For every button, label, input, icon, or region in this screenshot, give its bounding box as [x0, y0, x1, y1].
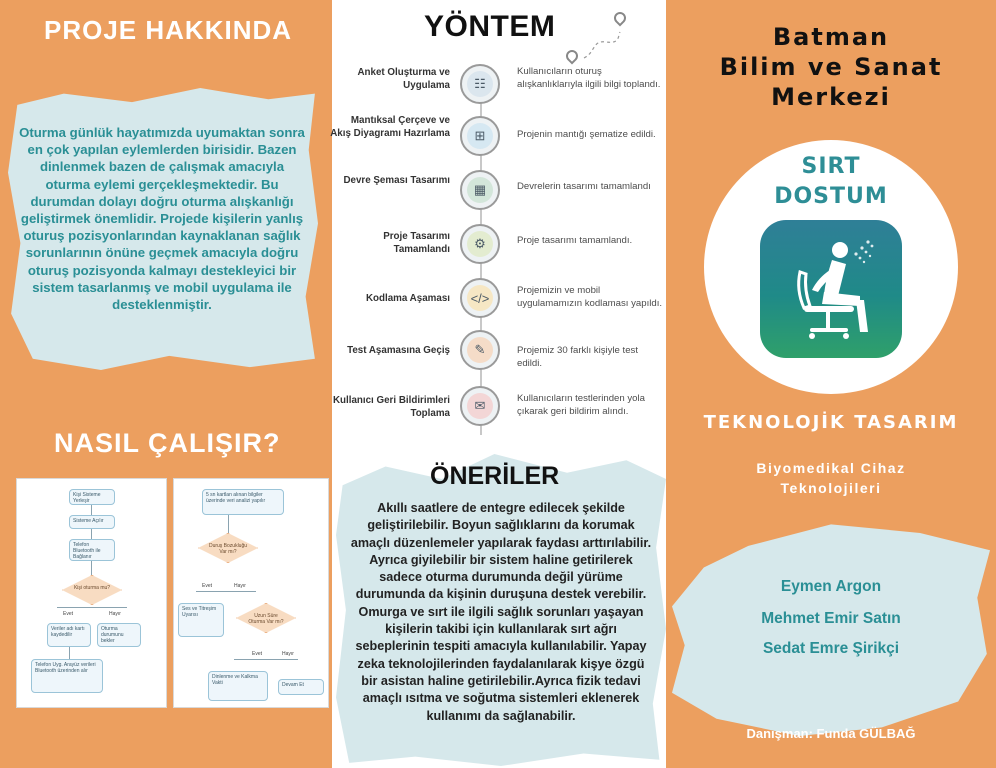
flow-a-node-2: Sisteme Açılır	[69, 515, 115, 529]
flow-connector	[69, 647, 70, 659]
subcategory-line-2: Teknolojileri	[780, 480, 882, 496]
method-step	[334, 164, 664, 216]
method-step	[334, 380, 664, 432]
school-line-3: Merkezi	[771, 83, 891, 111]
code-icon: </>	[460, 278, 500, 318]
survey-icon: ☷	[460, 64, 500, 104]
suggestions-text: Akıllı saatlere de entegre edilecek şekilde geliştirilebilir. Boyun sağlıklarını da korumak amaçlı düzenlemeler yapılarak faydası arttırılabilir. Ayrıca giyilebilir bir sistem haline getirilerek sadece oturma durumunda değil yürüme durumunda da kişinin duruşuna destek verebilir. Omurga ve sırt ile ilgili sağlık sorunları yaşayan kişilerin takibi için kullanılarak sırt ağrı sebeplerinin tespiti amacıyla kullanılabilir. Yapay zeka teknolojilerinden faydalanılarak kişye özgü bir asistan haline getirilebilir.Ayrıca fizik tedavi amaçlı ısıtma ve soğutma sistemleri eklenerek kullanımı da sağlanabilir.	[350, 501, 652, 723]
team-member: Sedat Emre Şirikçi	[762, 640, 900, 657]
flow-b-decision-1-label: Duruş Bozukluğu Var mı?	[208, 543, 248, 555]
school-line-1: Batman	[772, 23, 890, 51]
team-member: Eymen Argon	[780, 578, 882, 595]
step-title: Kodlama Aşaması	[365, 293, 450, 304]
gear-icon: ⚙	[460, 224, 500, 264]
step-description: Projemizin ve mobil uygulamamızın kodlaması yapıldı.	[517, 285, 663, 309]
how-it-works-title: NASIL ÇALIŞIR?	[54, 428, 281, 458]
method-step	[334, 218, 664, 270]
school-name	[666, 22, 996, 112]
flow-b-no-2: Hayır	[282, 651, 294, 657]
flow-connector	[91, 529, 92, 539]
step-title: Anket Oluşturma ve Uygulama	[357, 67, 450, 91]
advisor-name: Danışman: Funda GÜLBAĞ	[746, 726, 916, 741]
flow-connector	[91, 561, 92, 575]
step-description: Devrelerin tasarımı tamamlandı	[517, 181, 651, 192]
flow-a-no: Hayır	[109, 611, 121, 617]
step-title: Mantıksal Çerçeve ve Akış Diyagramı Hazırlama	[330, 115, 450, 139]
flow-a-node-1: Kişi Sisteme Yerleşir	[69, 489, 115, 505]
method-step	[334, 324, 664, 376]
subcategory	[666, 458, 996, 498]
flow-a-decision-label: Kişi oturma mu?	[73, 585, 111, 591]
logo-text-line-1: SIRT	[801, 154, 861, 179]
dashed-route-icon	[582, 30, 622, 60]
flowchart-a	[16, 478, 167, 708]
logo-text-line-2: DOSTUM	[774, 184, 888, 209]
team-member: Mehmet Emir Satın	[761, 610, 901, 627]
about-title: PROJE HAKKINDA	[44, 15, 293, 45]
step-description: Projenin mantığı şematize edildi.	[517, 129, 656, 140]
suggestions-title: ÖNERİLER	[430, 462, 560, 490]
chair-app-icon	[760, 220, 902, 358]
step-description: Projemiz 30 farklı kişiyle test edildi.	[517, 345, 639, 369]
step-title: Kullanıcı Geri Bildirimleri Toplama	[332, 395, 450, 419]
seated-person-icon	[760, 220, 902, 358]
diagram-icon: ⊞	[460, 116, 500, 156]
flow-a-yes: Evet	[63, 611, 74, 617]
step-description: Kullanıcıların oturuş alışkanlıklarıyla ilgili bilgi toplandı.	[517, 66, 661, 90]
feedback-icon: ✉	[460, 386, 500, 426]
flow-connector	[57, 607, 127, 608]
circuit-icon: ▦	[460, 170, 500, 210]
flow-b-node-4: Devam Et	[278, 679, 324, 695]
category-title: TEKNOLOJİK TASARIM	[703, 412, 959, 433]
step-title: Test Aşamasına Geçiş	[347, 345, 450, 356]
school-line-2: Bilim ve Sanat	[719, 53, 943, 81]
step-title: Proje Tasarımı Tamamlandı	[383, 231, 450, 255]
flow-b-no: Hayır	[234, 583, 246, 589]
method-step	[334, 58, 664, 110]
method-step	[334, 272, 664, 324]
subcategory-line-1: Biyomedikal Cihaz	[756, 460, 906, 476]
method-title: YÖNTEM	[424, 10, 556, 43]
flow-b-node-3: Dinlenme ve Kalkma Vakti	[208, 671, 268, 701]
method-step	[330, 110, 664, 162]
flow-a-node-4: Veriler adı kartı kaydedilir	[47, 623, 91, 647]
flow-connector	[228, 515, 229, 533]
test-icon: ✎	[460, 330, 500, 370]
flow-b-node-2: Ses ve Titreşim Uyarısı	[178, 603, 224, 637]
flow-a-node-3: Telefon Bluetooth ile Bağlanır	[69, 539, 115, 561]
flowchart-b	[173, 478, 329, 708]
flow-b-decision-2-label: Uzun Süre Oturma Var mı?	[248, 613, 284, 625]
flow-a-node-5: Oturma durumunu bekler	[97, 623, 141, 647]
step-title: Devre Şeması Tasarımı	[343, 175, 450, 186]
flow-connector	[234, 659, 298, 660]
flow-connector	[91, 505, 92, 515]
flow-connector	[196, 591, 256, 592]
flow-b-yes-2: Evet	[252, 651, 263, 657]
flow-b-yes: Evet	[202, 583, 213, 589]
flow-a-node-6: Telefon Uyg. Arayüz verileri Bluetooth üzerinden alır	[31, 659, 103, 693]
flow-b-node-1: 5 sn kartlan alınan bilgiler üzerinde veri analizi yapılır	[202, 489, 284, 515]
step-description: Proje tasarımı tamamlandı.	[517, 235, 633, 246]
step-description: Kullanıcıların testlerinden yola çıkarak geri bildirim alındı.	[517, 393, 645, 417]
about-text: Oturma günlük hayatımızda uyumaktan sonra en çok yapılan eylemlerden birisidir. Bazen dinlenmek bazen de çalışmak amacıyla oturma eylemi gerçekleşmektedir. Bu durumdan dolayı doğru oturma alışkanlığı geliştirmek önemlidir. Projede kişilerin yanlış oturuş pozisyonlarından kaynaklanan sağlık sorunlarının önüne geçmek amacıyla doğru oturuş pozisyonda kalmayı destekleyici bir sistem tasarlanmış ve mobil uygulama ile desteklenmiştir.	[19, 125, 305, 313]
